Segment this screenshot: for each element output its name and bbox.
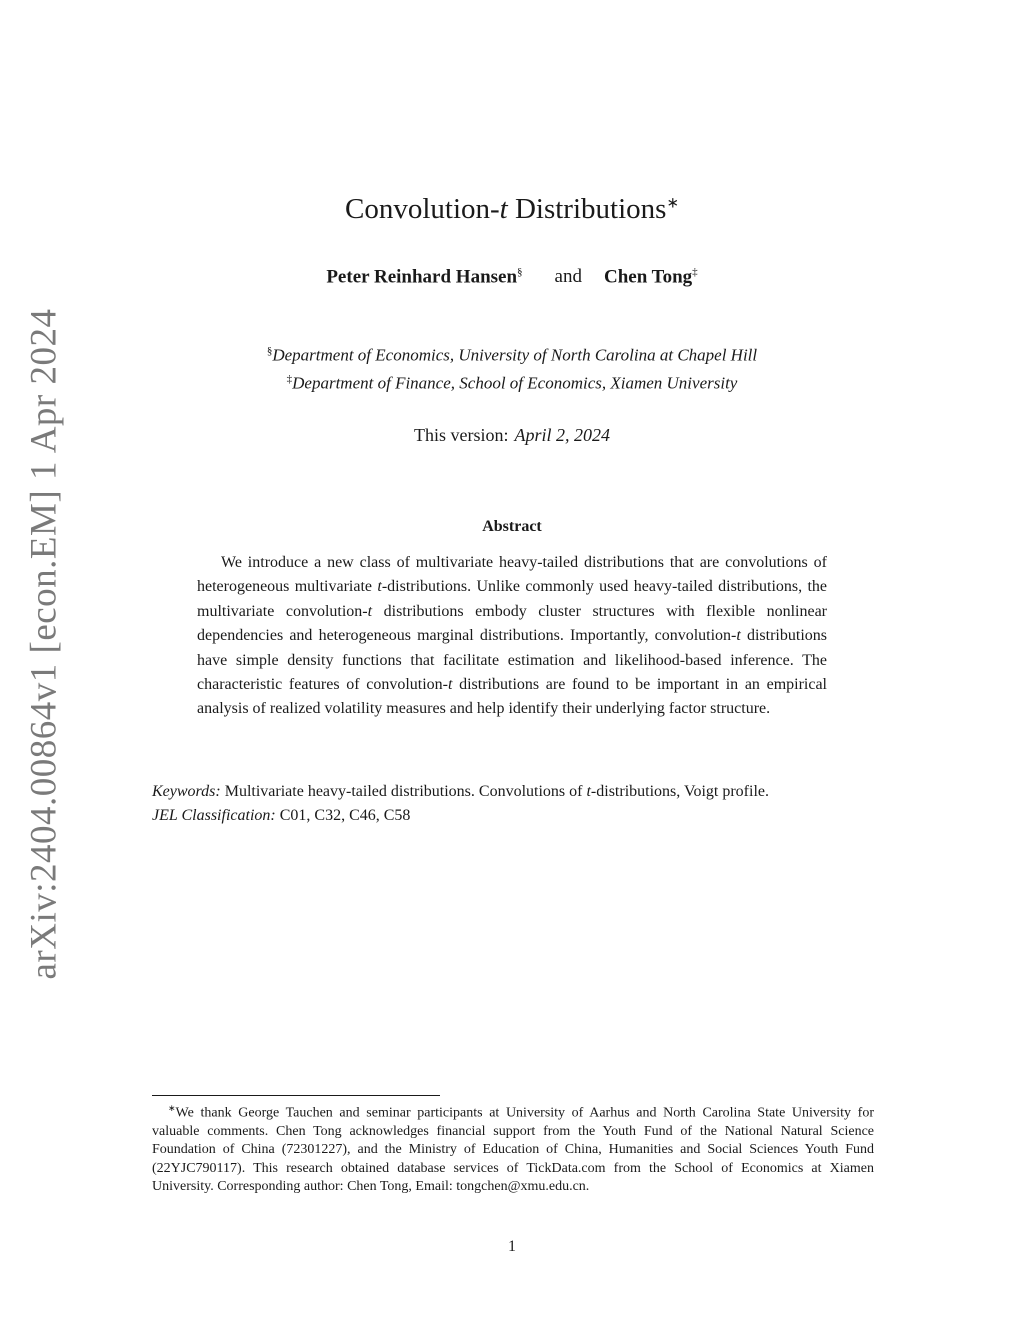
- author-line: [0, 266, 1024, 288]
- arxiv-identifier-stamp: arXiv:2404.00864v1 [econ.EM] 1 Apr 2024: [23, 308, 65, 980]
- affiliation: §Department of Economics, University of North Carolina at Chapel Hill: [266, 345, 758, 365]
- author-conjunction: and: [554, 266, 582, 288]
- affiliation: ‡Department of Finance, School of Economics, Xiamen University: [286, 373, 738, 393]
- jel-classification-line: JEL Classification: C01, C32, C46, C58: [152, 807, 411, 824]
- paper-title: Convolution-t Distributions∗: [344, 193, 680, 225]
- footnote: ∗We thank George Tauchen and seminar participants at University of Aarhus and North Carolina State University for valuable comments. Chen Tong acknowledges financial support from the Youth Fund of the National Natural Science Foundation of China (72301227), and the Ministry of Education of China, Humanities and Social Sciences Youth Fund (22YJC790117). This research obtained database services of TickData.com from the School of Economics at Xiamen University. Corresponding author: Chen Tong, Email: tongchen@xmu.edu.cn.: [152, 1103, 874, 1195]
- author-name: Peter Reinhard Hansen: [326, 266, 518, 288]
- keywords-line: Keywords: Multivariate heavy-tailed distributions. Convolutions of t-distributions, Voigt profile.: [152, 783, 769, 800]
- version-date: April 2, 2024: [514, 425, 610, 445]
- author-name: Chen Tong: [603, 266, 693, 288]
- author-marker: §: [517, 266, 523, 278]
- title-footnote-marker: ∗: [666, 195, 680, 212]
- footnote-marker: ∗: [168, 1103, 176, 1113]
- footnote-rule: [152, 1095, 440, 1096]
- abstract-body: We introduce a new class of multivariate heavy-tailed distributions that are convolutions of heterogeneous multivariate t-distributions. Unlike commonly used heavy-tailed distributions, the multivariate convolution-t distributions embody cluster structures with flexible nonlinear dependencies and heterogeneous marginal distributions. Importantly, convolution-t distributions have simple density functions that facilitate estimation and likelihood-based inference. The characteristic features of convolution-t distributions are found to be important in an empirical analysis of realized volatility measures and help identify their underlying factor structure.: [197, 554, 828, 718]
- page-number: 1: [508, 1238, 516, 1255]
- jel-label: JEL Classification:: [152, 807, 276, 824]
- author-marker: ‡: [692, 266, 698, 278]
- keywords-label: Keywords:: [152, 783, 221, 800]
- version-line: This version: April 2, 2024: [413, 425, 610, 445]
- abstract-heading: Abstract: [482, 518, 542, 535]
